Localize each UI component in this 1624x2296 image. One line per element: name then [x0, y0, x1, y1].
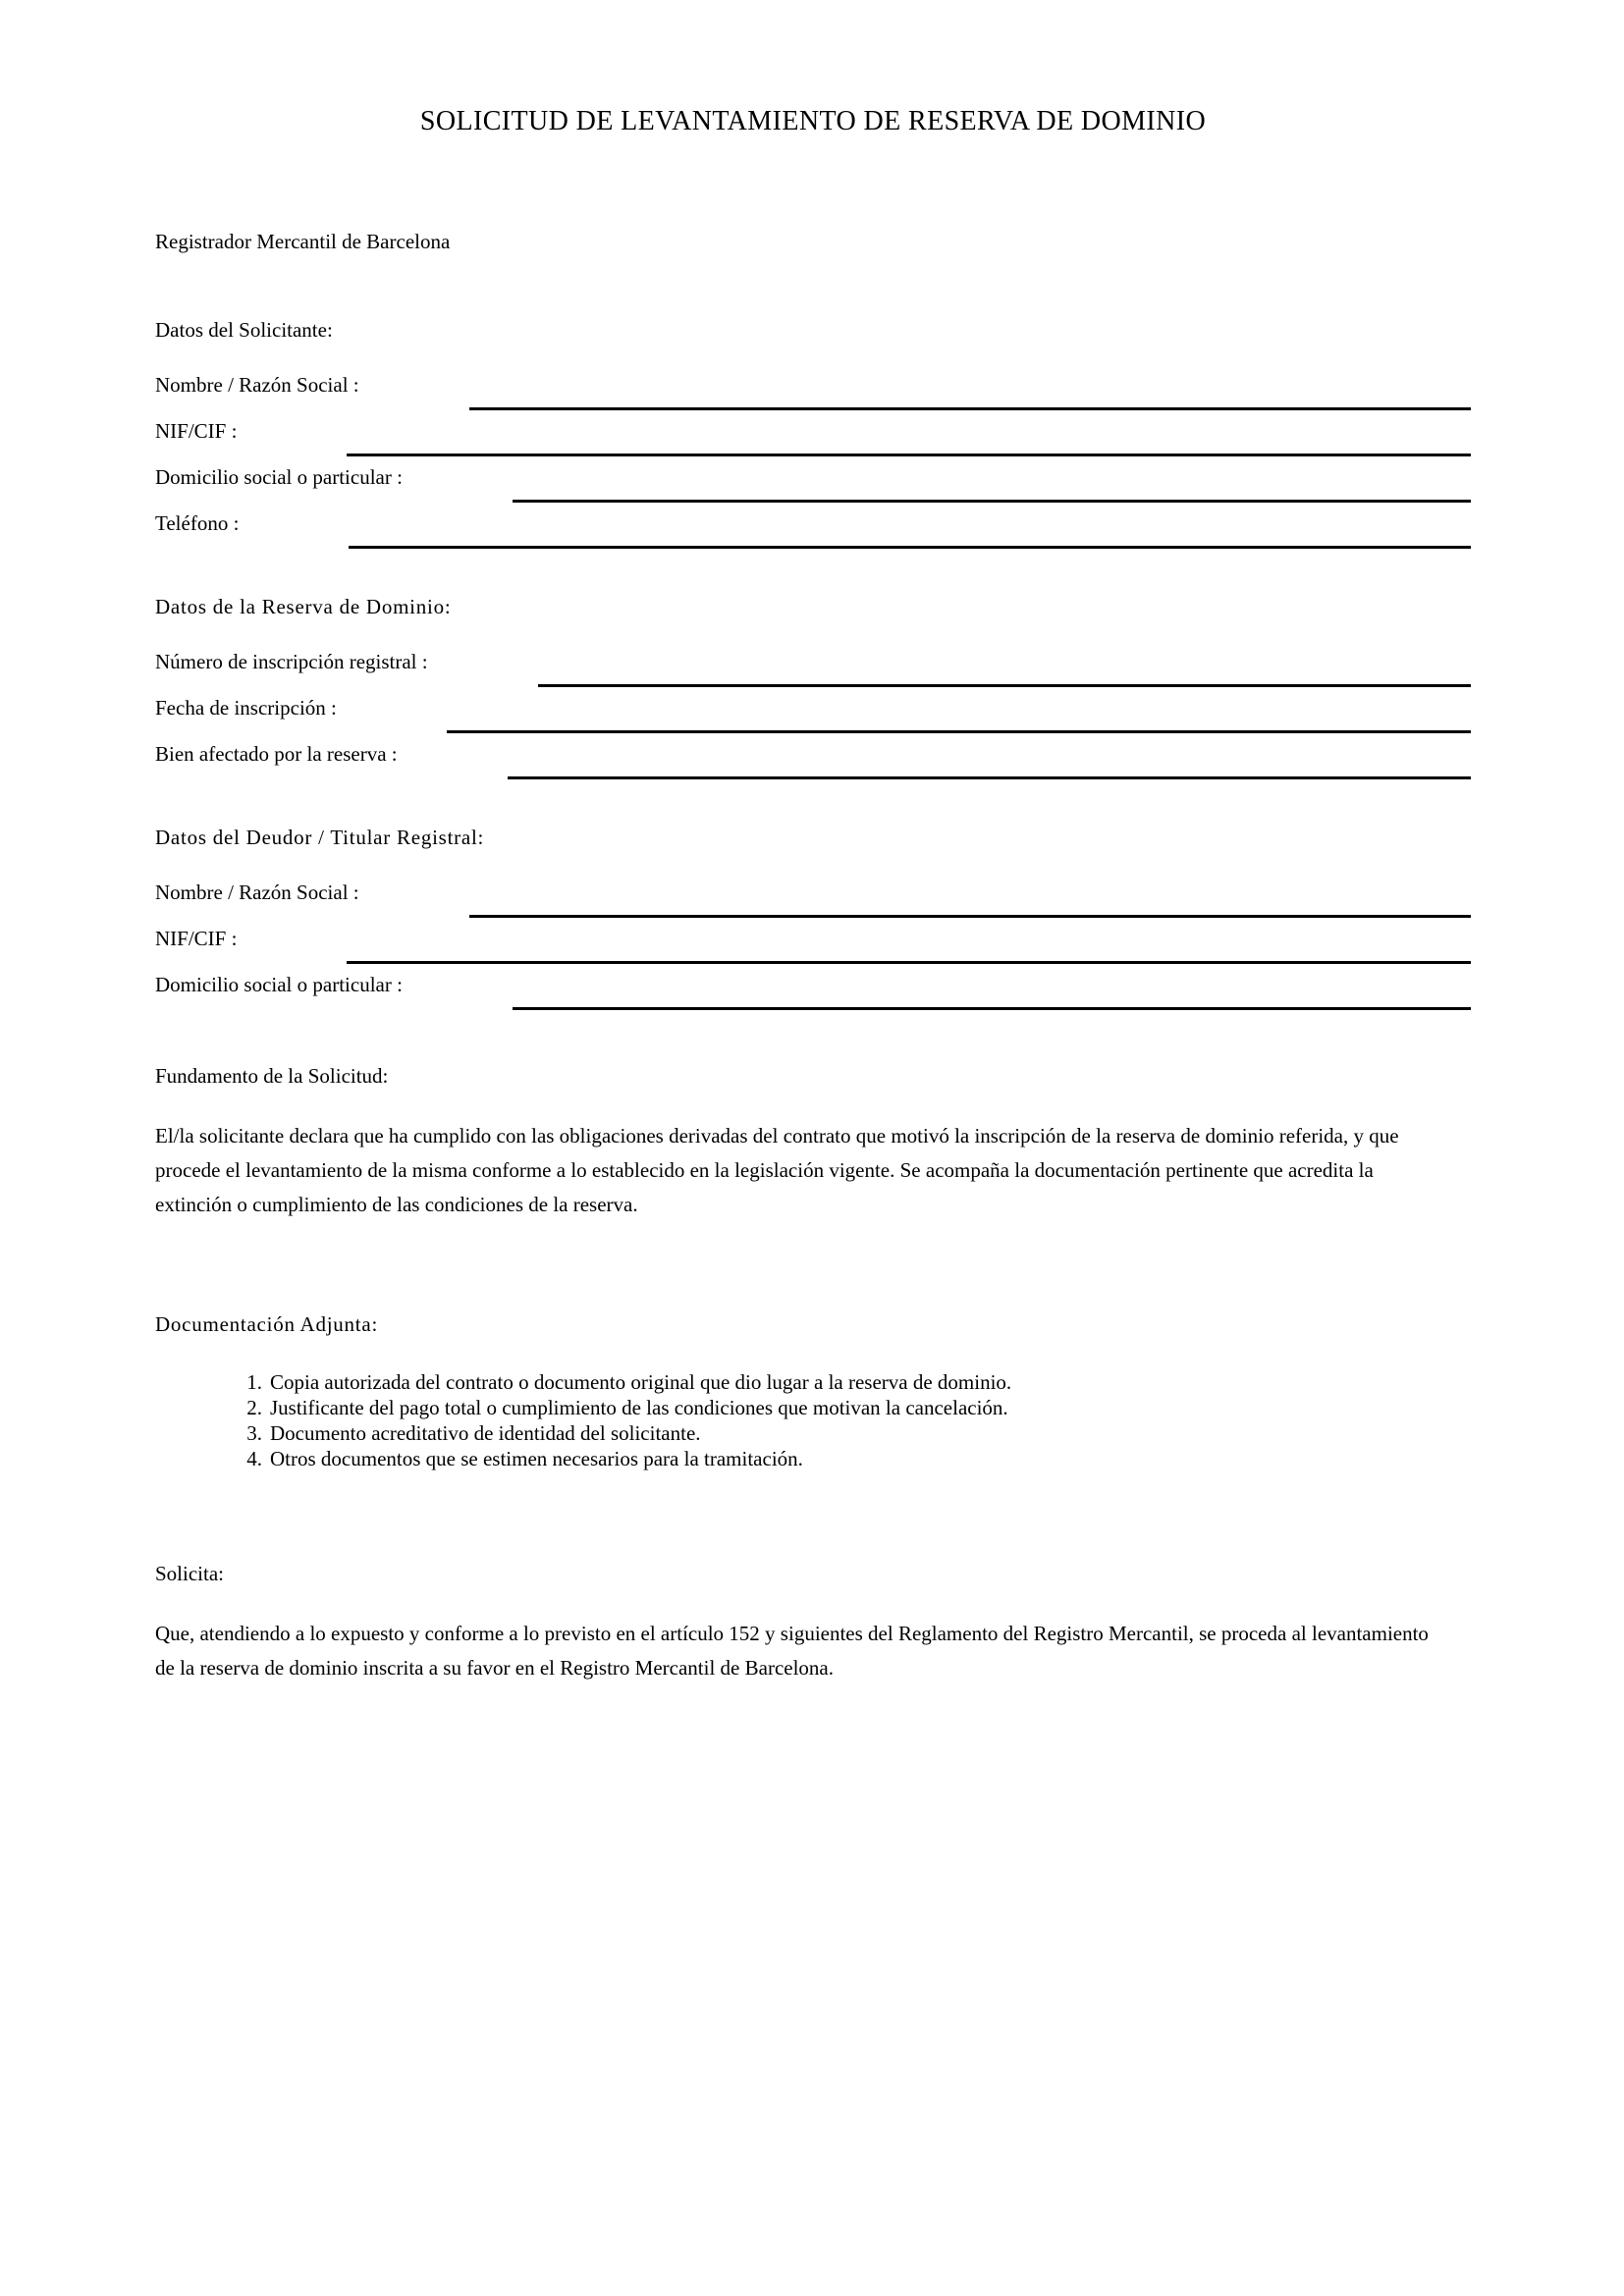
spacer	[155, 1338, 1471, 1369]
form-label-fecha-inscripcion: Fecha de inscripción :	[155, 696, 337, 720]
section-solicita	[155, 1560, 1471, 1685]
spacer	[155, 1587, 1471, 1617]
section-fundamento	[155, 1062, 1471, 1222]
spacer	[155, 556, 1471, 593]
form-row-nombre-deudor	[155, 879, 1471, 925]
list-item-number: 3.	[246, 1421, 262, 1445]
section-heading-solicita: Solicita:	[155, 1562, 224, 1585]
list-item-label: Copia autorizada del contrato o documento original que dio lugar a la reserva de dominio.	[270, 1370, 1012, 1394]
section-heading-fundamento: Fundamento de la Solicitud:	[155, 1064, 389, 1088]
form-row-numero-inscripcion	[155, 648, 1471, 694]
document-body	[155, 228, 1471, 1685]
documentacion-list	[155, 1369, 1471, 1471]
fundamento-paragraph: El/la solicitante declara que ha cumplido con las obligaciones derivadas del contrato que motivó la inscripción de la reserva de dominio referida, y que procede el levantamiento de la misma conforme a lo establecido en la legislación vigente. Se acompaña la documentación pertinente que acredita la extinción o cumplimiento de las condiciones de la reserva.	[155, 1124, 1399, 1216]
spacer	[155, 255, 1471, 316]
form-label-nifcif: NIF/CIF :	[155, 419, 238, 443]
section-heading-documentacion-adjunta: Documentación Adjunta:	[155, 1312, 379, 1336]
spacer	[155, 344, 1471, 371]
form-row-nombre-solicitante	[155, 371, 1471, 417]
section-heading-reserva-dominio: Datos de la Reserva de Dominio:	[155, 595, 452, 618]
page-title: SOLICITUD DE LEVANTAMIENTO DE RESERVA DE DOMINIO	[419, 106, 1207, 136]
spacer	[155, 1090, 1471, 1119]
spacer	[155, 1222, 1471, 1310]
spacer	[155, 1471, 1471, 1560]
solicita-paragraph: Que, atendiendo a lo expuesto y conforme a lo previsto en el artículo 152 y siguientes del Reglamento del Registro Mercantil, se proceda al levantamiento de la reserva de dominio inscrita a su favor en el Registro Mercantil de Barcelona.	[155, 1622, 1429, 1680]
list-item-number: 2.	[246, 1396, 262, 1419]
section-solicitante	[155, 316, 1471, 556]
form-label-nifcif-deudor: NIF/CIF :	[155, 927, 238, 950]
form-label-domicilio-social-deudor: Domicilio social o particular :	[155, 973, 403, 996]
form-row-nifcif-solicitante	[155, 417, 1471, 463]
form-row-fecha-inscripcion	[155, 694, 1471, 740]
list-item	[155, 1369, 1471, 1395]
form-row-domicilio-deudor	[155, 971, 1471, 1017]
form-label-numero-inscripcion-registral: Número de inscripción registral :	[155, 650, 428, 673]
form-label-bien-afectado: Bien afectado por la reserva :	[155, 742, 398, 766]
list-item-number: 4.	[246, 1447, 262, 1470]
list-item-label: Otros documentos que se estimen necesarios para la tramitación.	[270, 1447, 803, 1470]
spacer	[155, 620, 1471, 648]
form-label-domicilio-social: Domicilio social o particular :	[155, 465, 403, 489]
list-item-label: Documento acreditativo de identidad del solicitante.	[270, 1421, 701, 1445]
list-item-label: Justificante del pago total o cumplimiento de las condiciones que motivan la cancelación.	[270, 1396, 1008, 1419]
spacer	[155, 786, 1471, 824]
section-heading-deudor-titular: Datos del Deudor / Titular Registral:	[155, 826, 485, 849]
list-item	[155, 1420, 1471, 1446]
list-item	[155, 1446, 1471, 1471]
section-deudor-titular	[155, 824, 1471, 1017]
form-label-telefono: Teléfono :	[155, 511, 240, 535]
section-documentacion-adjunta	[155, 1310, 1471, 1471]
form-row-nifcif-deudor	[155, 925, 1471, 971]
section-heading-solicitante: Datos del Solicitante:	[155, 318, 333, 342]
list-item	[155, 1395, 1471, 1420]
section-reserva-dominio	[155, 593, 1471, 786]
addressee-line: Registrador Mercantil de Barcelona	[155, 230, 451, 253]
form-row-bien-afectado	[155, 740, 1471, 786]
form-row-domicilio-solicitante	[155, 463, 1471, 509]
form-label-nombre-razon-social: Nombre / Razón Social :	[155, 373, 359, 397]
form-row-telefono-solicitante	[155, 509, 1471, 556]
spacer	[155, 851, 1471, 879]
form-label-nombre-razon-social-deudor: Nombre / Razón Social :	[155, 881, 359, 904]
list-item-number: 1.	[246, 1370, 262, 1394]
spacer	[155, 1017, 1471, 1062]
